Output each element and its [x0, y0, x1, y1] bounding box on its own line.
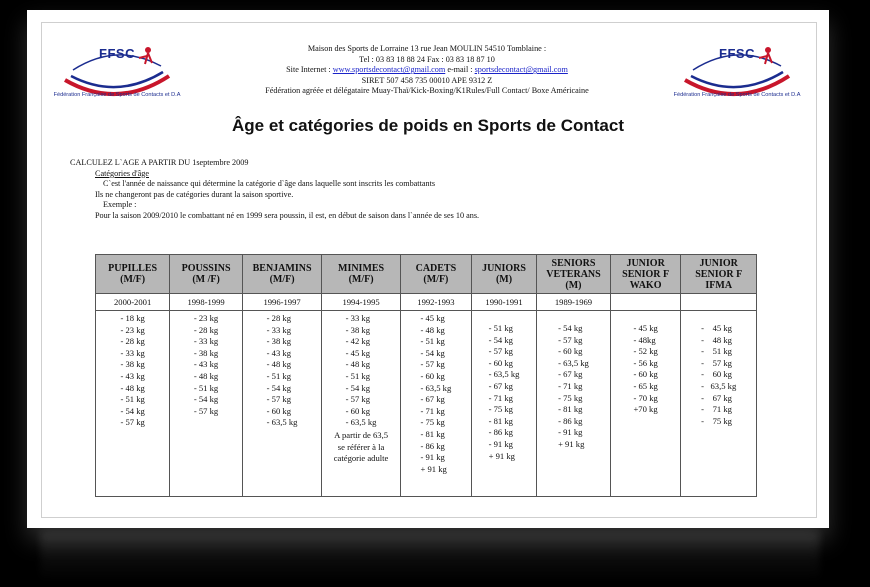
- weight-item: - 70 kg: [633, 392, 658, 403]
- column-header: BENJAMINS (M/F): [242, 255, 321, 294]
- weight-item: - 75 kg: [488, 404, 513, 415]
- phone-line: Tel : 03 83 18 88 24 Fax : 03 83 18 87 10: [359, 54, 495, 64]
- email-link[interactable]: sportsdecontact@gmail.com: [474, 65, 568, 75]
- weight-item: - 54 kg: [345, 382, 371, 393]
- birth-years-cell: 1992-1993: [400, 294, 471, 311]
- weight-item: - 43 kg: [266, 347, 292, 358]
- weight-list: [267, 313, 298, 429]
- weight-item: - 23 kg: [120, 324, 145, 335]
- weight-item: - 57 kg: [701, 357, 732, 368]
- weight-item: - 63,5 kg: [558, 357, 589, 368]
- weight-list: [194, 313, 218, 417]
- weight-item: - 38 kg: [266, 336, 292, 347]
- weight-item: + 91 kg: [420, 463, 447, 474]
- weight-item: - 67 kg: [558, 369, 583, 380]
- weight-item: - 43 kg: [120, 370, 145, 381]
- weights-cell: [322, 311, 401, 497]
- column-header: CADETS (M/F): [400, 255, 471, 294]
- logo-brand-text: FFSC: [99, 46, 135, 61]
- birth-years-row: [96, 294, 757, 311]
- logo-caption: Fédération Française de Sports de Contacts et D.A: [53, 92, 181, 98]
- weight-item: - 91 kg: [558, 427, 583, 438]
- weight-item: - 42 kg: [345, 336, 371, 347]
- birth-years-cell: [681, 294, 757, 311]
- weight-item: - 51 kg: [488, 323, 513, 333]
- weight-item: + 91 kg: [558, 438, 585, 449]
- weight-item: - 48 kg: [120, 382, 145, 393]
- weight-item: - 54 kg: [420, 347, 445, 358]
- weight-item: - 23 kg: [193, 313, 219, 323]
- column-header: JUNIOR SENIOR F WAKO: [610, 255, 681, 294]
- weights-cell: [400, 311, 471, 497]
- weight-list: [346, 313, 377, 429]
- siret-line: SIRET 507 458 735 00010 APE 9312 Z: [361, 75, 493, 85]
- page-reflection: [40, 532, 820, 582]
- weight-item: - 57 kg: [488, 346, 513, 357]
- column-header: PUPILLES (M/F): [96, 255, 170, 294]
- weight-item: - 86 kg: [558, 415, 583, 426]
- weight-item: - 60 kg: [701, 369, 732, 380]
- weight-item: - 28 kg: [193, 324, 219, 335]
- weights-cell: [681, 311, 757, 497]
- weight-item: - 60 kg: [558, 346, 583, 357]
- weight-item: - 75 kg: [701, 415, 732, 426]
- weight-item: - 71 kg: [488, 392, 513, 403]
- weight-item: - 81 kg: [488, 415, 513, 426]
- column-header: JUNIOR SENIOR F IFMA: [681, 255, 757, 294]
- weight-item: - 18 kg: [120, 313, 145, 323]
- weight-item: - 33 kg: [120, 347, 145, 358]
- birth-years-cell: 2000-2001: [96, 294, 170, 311]
- birth-years-cell: 1998-1999: [170, 294, 243, 311]
- weight-item: - 51 kg: [266, 370, 292, 381]
- weight-list: [633, 323, 657, 416]
- weight-item: - 51 kg: [701, 346, 732, 357]
- weight-item: - 51 kg: [193, 382, 219, 393]
- intro-text: [70, 158, 479, 222]
- weight-item: - 54 kg: [193, 394, 219, 405]
- weight-item: - 60 kg: [266, 405, 292, 416]
- letterhead: [207, 44, 647, 97]
- weights-cell: [537, 311, 611, 497]
- weight-item: - 63,5 kg: [266, 417, 298, 428]
- weights-cell: [471, 311, 536, 497]
- weights-cell: [242, 311, 321, 497]
- birth-years-cell: 1989-1969: [537, 294, 611, 311]
- weight-item: - 91 kg: [420, 452, 445, 463]
- ffsc-logo-right: [671, 36, 803, 116]
- weight-list: [120, 313, 144, 429]
- ffsc-logo-left: [51, 36, 183, 116]
- weight-item: - 33 kg: [266, 324, 292, 335]
- weight-item: - 33 kg: [193, 336, 219, 347]
- weight-item: - 57 kg: [193, 405, 219, 416]
- weight-item: - 63,5 kg: [420, 382, 452, 393]
- intro-paragraph: Exemple :: [103, 200, 137, 210]
- weight-list: [701, 323, 736, 427]
- weight-item: - 28 kg: [120, 336, 145, 347]
- weight-item: - 67 kg: [701, 392, 732, 403]
- website-link[interactable]: www.sportsdecontact@gmail.com: [332, 65, 446, 75]
- weight-item: - 57 kg: [345, 394, 371, 405]
- weight-item: - 75 kg: [558, 392, 583, 403]
- weight-item: - 33 kg: [345, 313, 371, 323]
- column-header: SENIORS VETERANS (M): [537, 255, 611, 294]
- weight-item: - 81 kg: [558, 404, 583, 415]
- weight-item: - 60 kg: [633, 369, 658, 380]
- weight-item: - 60 kg: [420, 370, 445, 381]
- weight-item: - 45 kg: [345, 347, 371, 358]
- weight-item: - 51 kg: [345, 370, 371, 381]
- birth-years-cell: [610, 294, 681, 311]
- document-page: [27, 10, 829, 528]
- weight-item: - 38 kg: [120, 359, 145, 370]
- column-header: MINIMES (M/F): [322, 255, 401, 294]
- weight-item: - 38 kg: [345, 324, 371, 335]
- calc-line: CALCULEZ L`AGE A PARTIR DU 1septembre 2009: [70, 158, 249, 167]
- table-header-row: [96, 255, 757, 294]
- weight-item: - 48kg: [633, 334, 656, 345]
- weight-item: - 48 kg: [701, 334, 732, 345]
- weight-item: +70 kg: [633, 404, 658, 415]
- intro-paragraph: Ils ne changeront pas de catégories durant la saison sportive.: [95, 189, 294, 199]
- federation-line: Fédération agréée et délégataire Muay-Thaï/Kick-Boxing/K1Rules/Full Contact/ Boxe Américaine: [265, 86, 589, 96]
- weight-item: - 48 kg: [420, 324, 445, 335]
- weight-list: [558, 323, 589, 451]
- weight-item: - 65 kg: [633, 380, 658, 391]
- logo-caption: Fédération Française de Sports de Contacts et D.A: [673, 92, 801, 98]
- weight-item: - 75 kg: [420, 417, 445, 428]
- birth-years-cell: 1996-1997: [242, 294, 321, 311]
- weight-item: - 57 kg: [266, 394, 292, 405]
- weight-item: - 51 kg: [120, 394, 145, 405]
- weight-item: - 48 kg: [193, 370, 219, 381]
- weight-item: - 57 kg: [120, 417, 145, 428]
- weight-item: - 57 kg: [420, 359, 445, 370]
- weights-cell: [610, 311, 681, 497]
- weight-item: - 60 kg: [345, 405, 371, 416]
- weight-item: - 54 kg: [266, 382, 292, 393]
- weight-item: - 71 kg: [701, 404, 732, 415]
- weights-row: [96, 311, 757, 497]
- weight-item: - 63,5 kg: [345, 417, 377, 428]
- intro-paragraph: C`est l'année de naissance qui détermine la catégorie d`âge dans laquelle sont inscrits les combattants: [103, 179, 436, 189]
- age-categories-subhead: Catégories d'âge: [95, 168, 149, 178]
- weight-item: - 43 kg: [193, 359, 219, 370]
- weight-list: [420, 313, 451, 475]
- adult-category-note: A partir de 63,5 se référer à la catégorie adulte: [333, 429, 389, 464]
- weight-item: - 71 kg: [558, 380, 583, 391]
- weight-item: - 56 kg: [633, 357, 658, 368]
- weight-item: - 67 kg: [488, 380, 513, 391]
- weight-item: - 52 kg: [633, 346, 658, 357]
- birth-years-cell: 1994-1995: [322, 294, 401, 311]
- weight-item: - 45 kg: [633, 323, 658, 333]
- weight-item: - 81 kg: [420, 428, 445, 439]
- birth-years-cell: 1990-1991: [471, 294, 536, 311]
- weight-categories-table: [95, 254, 757, 497]
- weight-item: - 60 kg: [488, 357, 513, 368]
- weights-cell: [96, 311, 170, 497]
- weight-item: - 38 kg: [193, 347, 219, 358]
- weight-item: - 54 kg: [558, 323, 583, 333]
- weight-item: - 54 kg: [488, 334, 513, 345]
- intro-paragraph: Pour la saison 2009/2010 le combattant né en 1999 sera poussin, il est, en début de saison dans l`année de ses 10 ans.: [95, 210, 480, 220]
- weight-item: - 91 kg: [488, 438, 513, 449]
- weight-item: - 45 kg: [420, 313, 445, 323]
- web-line: Site Internet : www.sportsdecontact@gmail.com e-mail : sportsdecontact@gmail.com: [286, 65, 568, 75]
- weight-item: - 45 kg: [701, 323, 732, 333]
- weight-item: - 63,5 kg: [488, 369, 520, 380]
- column-header: POUSSINS (M /F): [170, 255, 243, 294]
- weight-item: - 71 kg: [420, 405, 445, 416]
- weight-item: - 51 kg: [420, 336, 445, 347]
- weight-item: - 63,5 kg: [701, 380, 737, 391]
- weight-item: - 48 kg: [345, 359, 371, 370]
- address-line: Maison des Sports de Lorraine 13 rue Jean MOULIN 54510 Tomblaine :: [307, 44, 547, 53]
- weight-item: - 48 kg: [266, 359, 292, 370]
- weight-item: - 54 kg: [120, 405, 145, 416]
- weight-item: - 86 kg: [488, 427, 513, 438]
- logo-brand-text: FFSC: [719, 46, 755, 61]
- column-header: JUNIORS (M): [471, 255, 536, 294]
- weight-list: [489, 323, 520, 462]
- weight-item: - 86 kg: [420, 440, 445, 451]
- weights-cell: [170, 311, 243, 497]
- weight-item: - 67 kg: [420, 394, 445, 405]
- weight-item: - 28 kg: [266, 313, 292, 323]
- weight-item: - 57 kg: [558, 334, 583, 345]
- page-title: Âge et catégories de poids en Sports de Contact: [231, 116, 625, 135]
- weight-item: + 91 kg: [488, 450, 515, 461]
